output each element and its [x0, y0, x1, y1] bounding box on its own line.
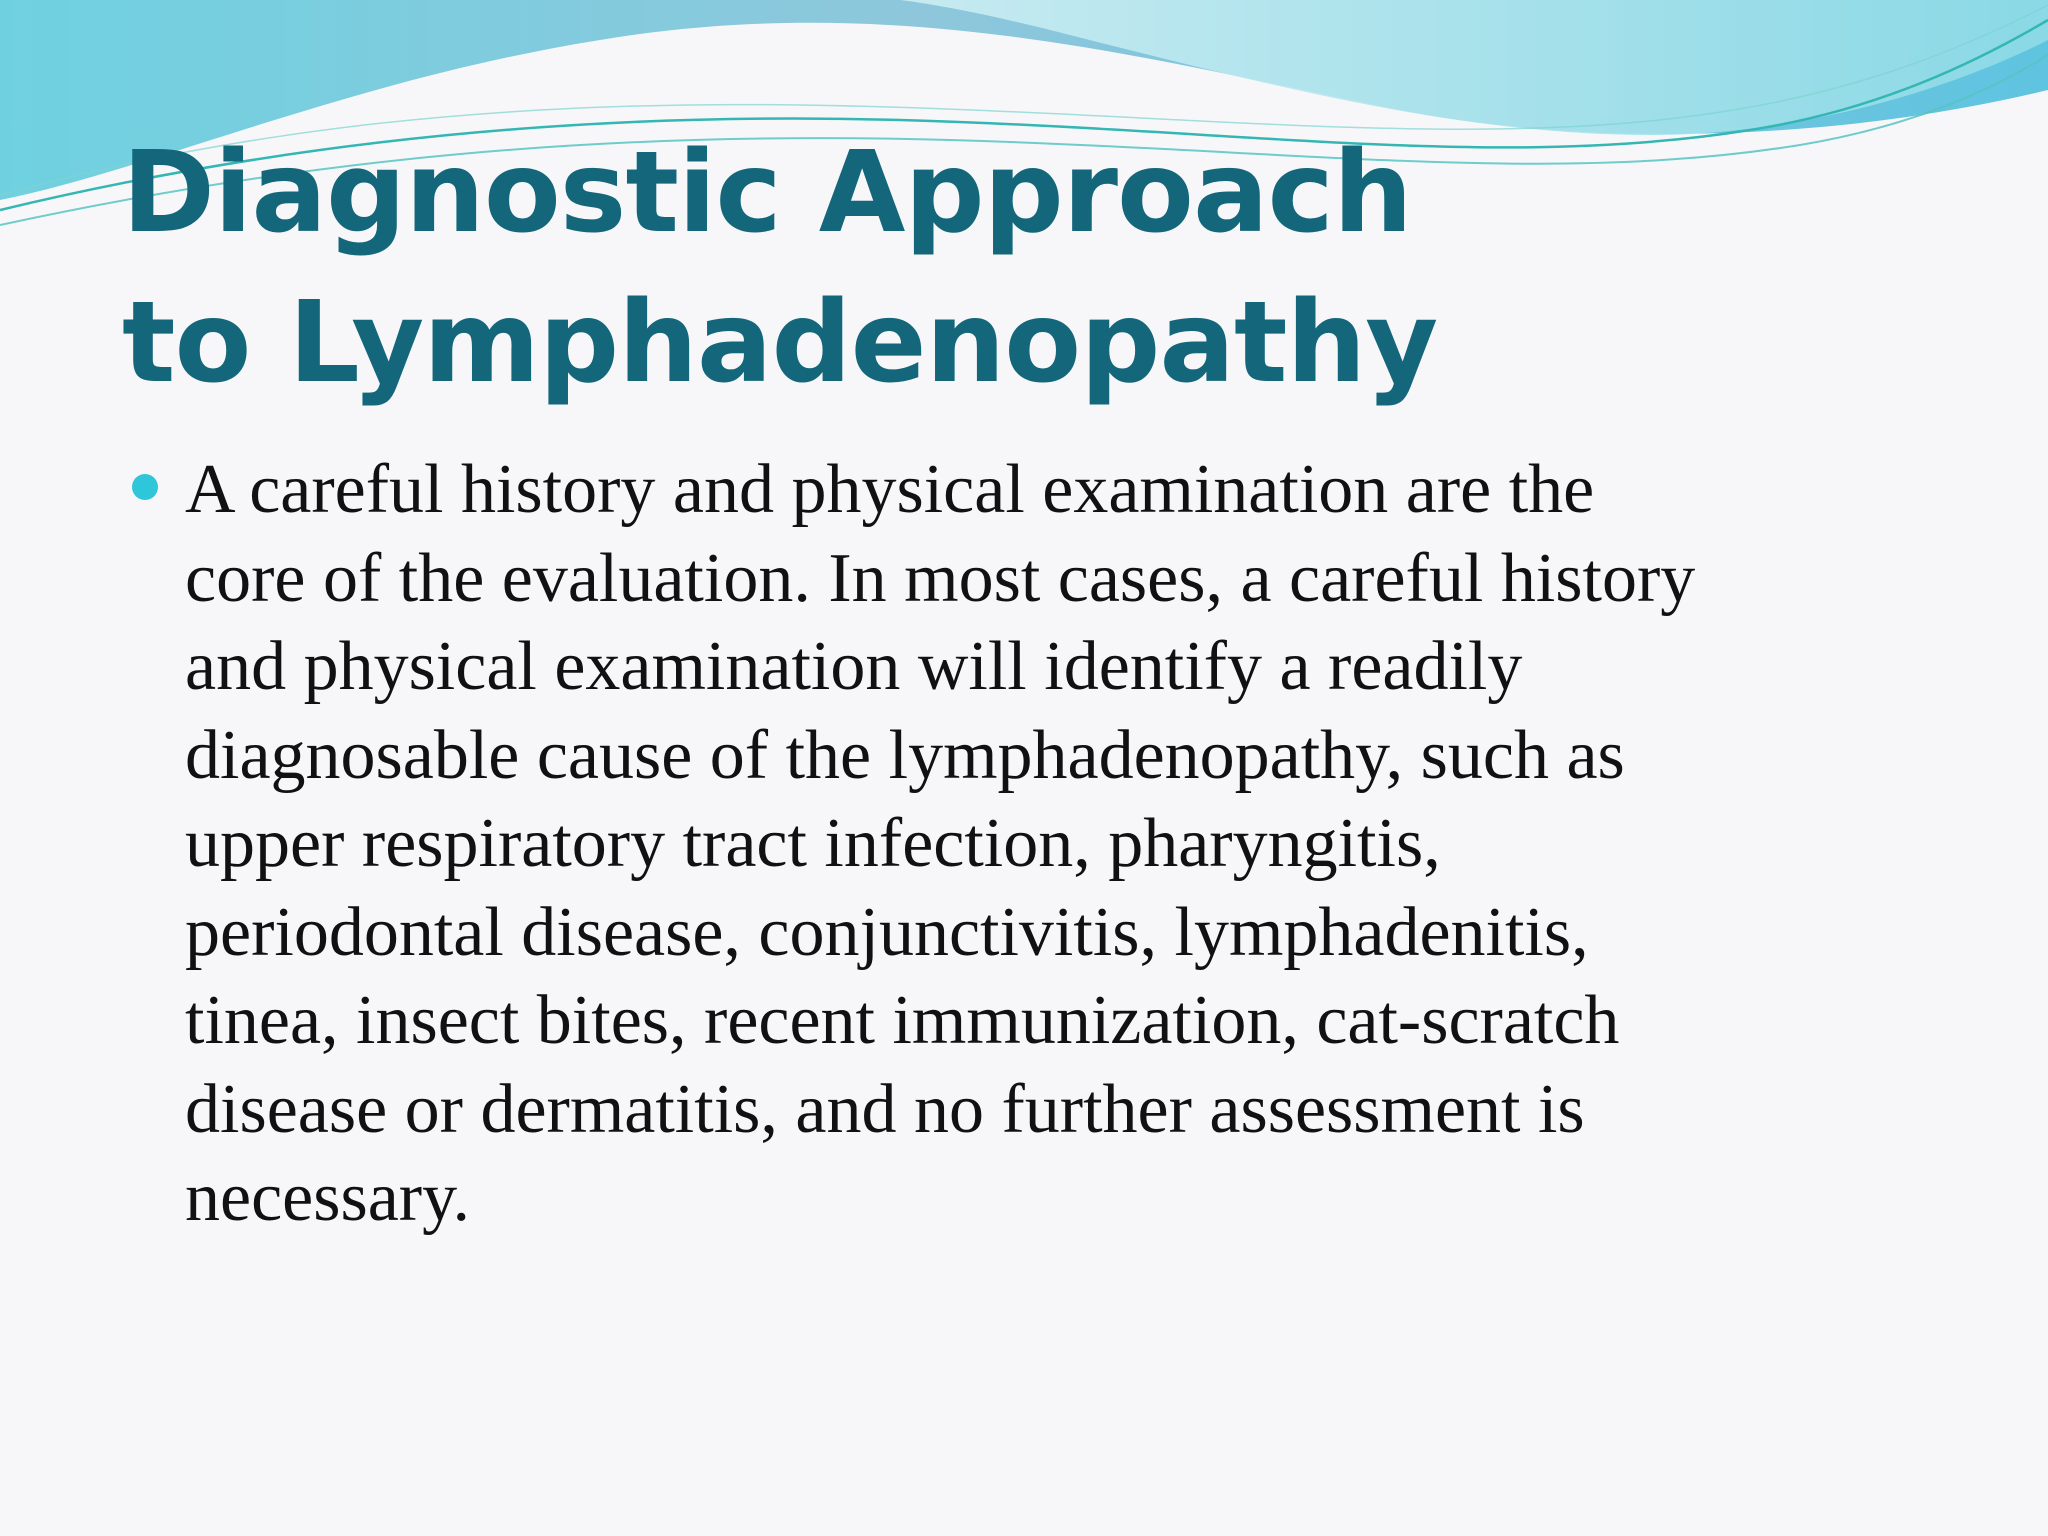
- bullet-text-line: periodontal disease, conjunctivitis, lymphadenitis,: [185, 893, 1589, 971]
- bullet-text-line: diagnosable cause of the lymphadenopathy, such as: [185, 716, 1625, 794]
- bullet-text-line: A careful history and physical examination are the: [185, 451, 1595, 528]
- title-line: Diagnostic Approach: [122, 128, 1412, 258]
- bullet-text-line: tinea, insect bites, recent immunization, cat-scratch: [185, 982, 1620, 1059]
- bullet-list: [128, 446, 1928, 1243]
- bullet-circle-icon: [132, 474, 158, 500]
- title-line: to Lymphadenopathy: [122, 278, 1438, 408]
- slide-title: [122, 118, 1922, 418]
- bullet-text-line: disease or dermatitis, and no further assessment is: [185, 1070, 1585, 1148]
- bullet-text-line: core of the evaluation. In most cases, a careful history: [185, 539, 1696, 617]
- bullet-text-line: upper respiratory tract infection, pharyngitis,: [185, 805, 1441, 882]
- bullet-text-line: necessary.: [185, 1159, 471, 1236]
- bullet-text: [185, 446, 1928, 1243]
- bullet-item: [128, 446, 1928, 1243]
- bullet-text-line: and physical examination will identify a readily: [185, 628, 1523, 705]
